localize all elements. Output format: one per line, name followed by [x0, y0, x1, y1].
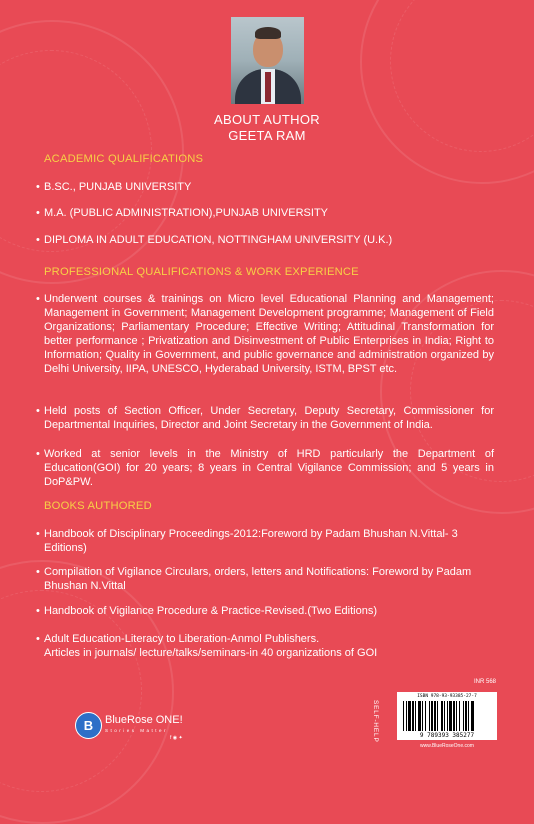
bullet-icon: •	[36, 181, 40, 193]
barcode-bar	[437, 701, 438, 731]
about-author-heading: ABOUT AUTHOR	[214, 112, 320, 127]
barcode-bar	[468, 701, 469, 731]
bullet-icon: •	[36, 405, 40, 417]
professional-item: • Underwent courses & trainings on Micro level Educational Planning and Management; Management in Government; Management Development programme; Management of Field Organizations; Parliamentary Procedure; Effective Writing; Attitudinal Transformation for better performance ; Privatization and Disinvestment of Public Enterprises in India; Right to Information; Quality in Government, and public governance and administration organized by Delhi University, IIPA, UNESCO, Hyderabad University, ISTM, BPST etc.	[36, 293, 494, 375]
barcode-number: 9 789393 385277	[419, 732, 475, 739]
category-label: SELF-HELP	[372, 700, 379, 743]
author-name: GEETA RAM	[228, 128, 306, 143]
books-authored-heading: BOOKS AUTHORED	[44, 500, 152, 512]
professional-item: • Held posts of Section Officer, Under Secretary, Deputy Secretary, Commissioner for Departmental Inquiries, Director and Joint Secretary in the Government of India.	[36, 405, 494, 431]
barcode-bar	[434, 701, 436, 731]
book-item: • Compilation of Vigilance Circulars, orders, letters and Notifications: Foreword by Padam Bhushan N.Vittal	[36, 566, 472, 592]
mandala-decoration	[0, 590, 142, 792]
barcode-bar	[453, 701, 455, 731]
barcode-bar	[456, 701, 457, 731]
bullet-icon: •	[36, 528, 40, 540]
price-label: INR 568	[474, 679, 497, 685]
barcode-bar	[408, 701, 411, 731]
publisher-website: www.BlueRoseOne.com	[420, 743, 474, 749]
barcode-bar	[444, 701, 445, 731]
barcode-bar	[465, 701, 467, 731]
bluerose-logo-icon: B	[75, 712, 102, 739]
publisher-name: BlueRose ONE!	[105, 714, 183, 726]
barcode-bar	[403, 701, 404, 731]
bullet-icon: •	[36, 633, 40, 645]
professional-item: • Worked at senior levels in the Ministry of HRD particularly the Department of Education(GOI) for 20 years; 8 years in Central Vigilance Commission; and 5 years in DoP&PW.	[36, 448, 494, 488]
social-icons: f ◉ ✦	[170, 735, 183, 741]
publisher-logo	[75, 710, 195, 746]
mandala-decoration	[360, 0, 534, 184]
isbn-label: ISBN 978-93-93385-27-7	[417, 694, 477, 699]
barcode-bar	[463, 701, 464, 731]
barcode-bar	[449, 701, 452, 731]
bullet-icon: •	[36, 234, 40, 246]
bullet-icon: •	[36, 448, 40, 460]
bullet-icon: •	[36, 207, 40, 219]
book-item: • Handbook of Vigilance Procedure & Practice-Revised.(Two Editions)	[36, 605, 378, 617]
barcode-bar	[422, 701, 423, 731]
mandala-decoration	[0, 50, 152, 252]
bullet-icon: •	[36, 293, 40, 305]
barcode-bar	[471, 701, 474, 731]
barcode-bar	[425, 701, 426, 731]
book-item: • Handbook of Disciplinary Proceedings-2012:Foreword by Padam Bhushan N.Vittal- 3 Editions)	[36, 528, 458, 554]
mandala-decoration	[0, 560, 174, 824]
barcode-bar	[412, 701, 414, 731]
bullet-icon: •	[36, 605, 40, 617]
barcode-bar	[459, 701, 460, 731]
barcode-bar	[406, 701, 407, 731]
barcode-bar	[447, 701, 448, 731]
book-item: • Adult Education-Literacy to Liberation-Anmol Publishers.	[36, 633, 320, 645]
book-item-continuation: Articles in journals/ lecture/talks/seminars-in 40 organizations of GOI	[44, 647, 378, 659]
barcode-bar	[418, 701, 421, 731]
barcode-bar	[415, 701, 416, 731]
barcode-bar	[431, 701, 433, 731]
barcode-bar	[429, 701, 430, 731]
academic-qualifications-heading: ACADEMIC QUALIFICATIONS	[44, 153, 204, 165]
publisher-tagline: Stories Matter	[105, 728, 169, 733]
academic-item: • DIPLOMA IN ADULT EDUCATION, NOTTINGHAM UNIVERSITY (U.K.)	[36, 234, 393, 246]
author-photo	[231, 17, 304, 104]
isbn-barcode	[397, 692, 497, 740]
bullet-icon: •	[36, 566, 40, 578]
professional-qualifications-heading: PROFESSIONAL QUALIFICATIONS & WORK EXPERIENCE	[44, 266, 359, 278]
barcode-icon	[403, 701, 491, 731]
academic-item: • M.A. (PUBLIC ADMINISTRATION),PUNJAB UNIVERSITY	[36, 207, 328, 219]
barcode-bar	[441, 701, 443, 731]
academic-item: • B.SC., PUNJAB UNIVERSITY	[36, 181, 192, 193]
